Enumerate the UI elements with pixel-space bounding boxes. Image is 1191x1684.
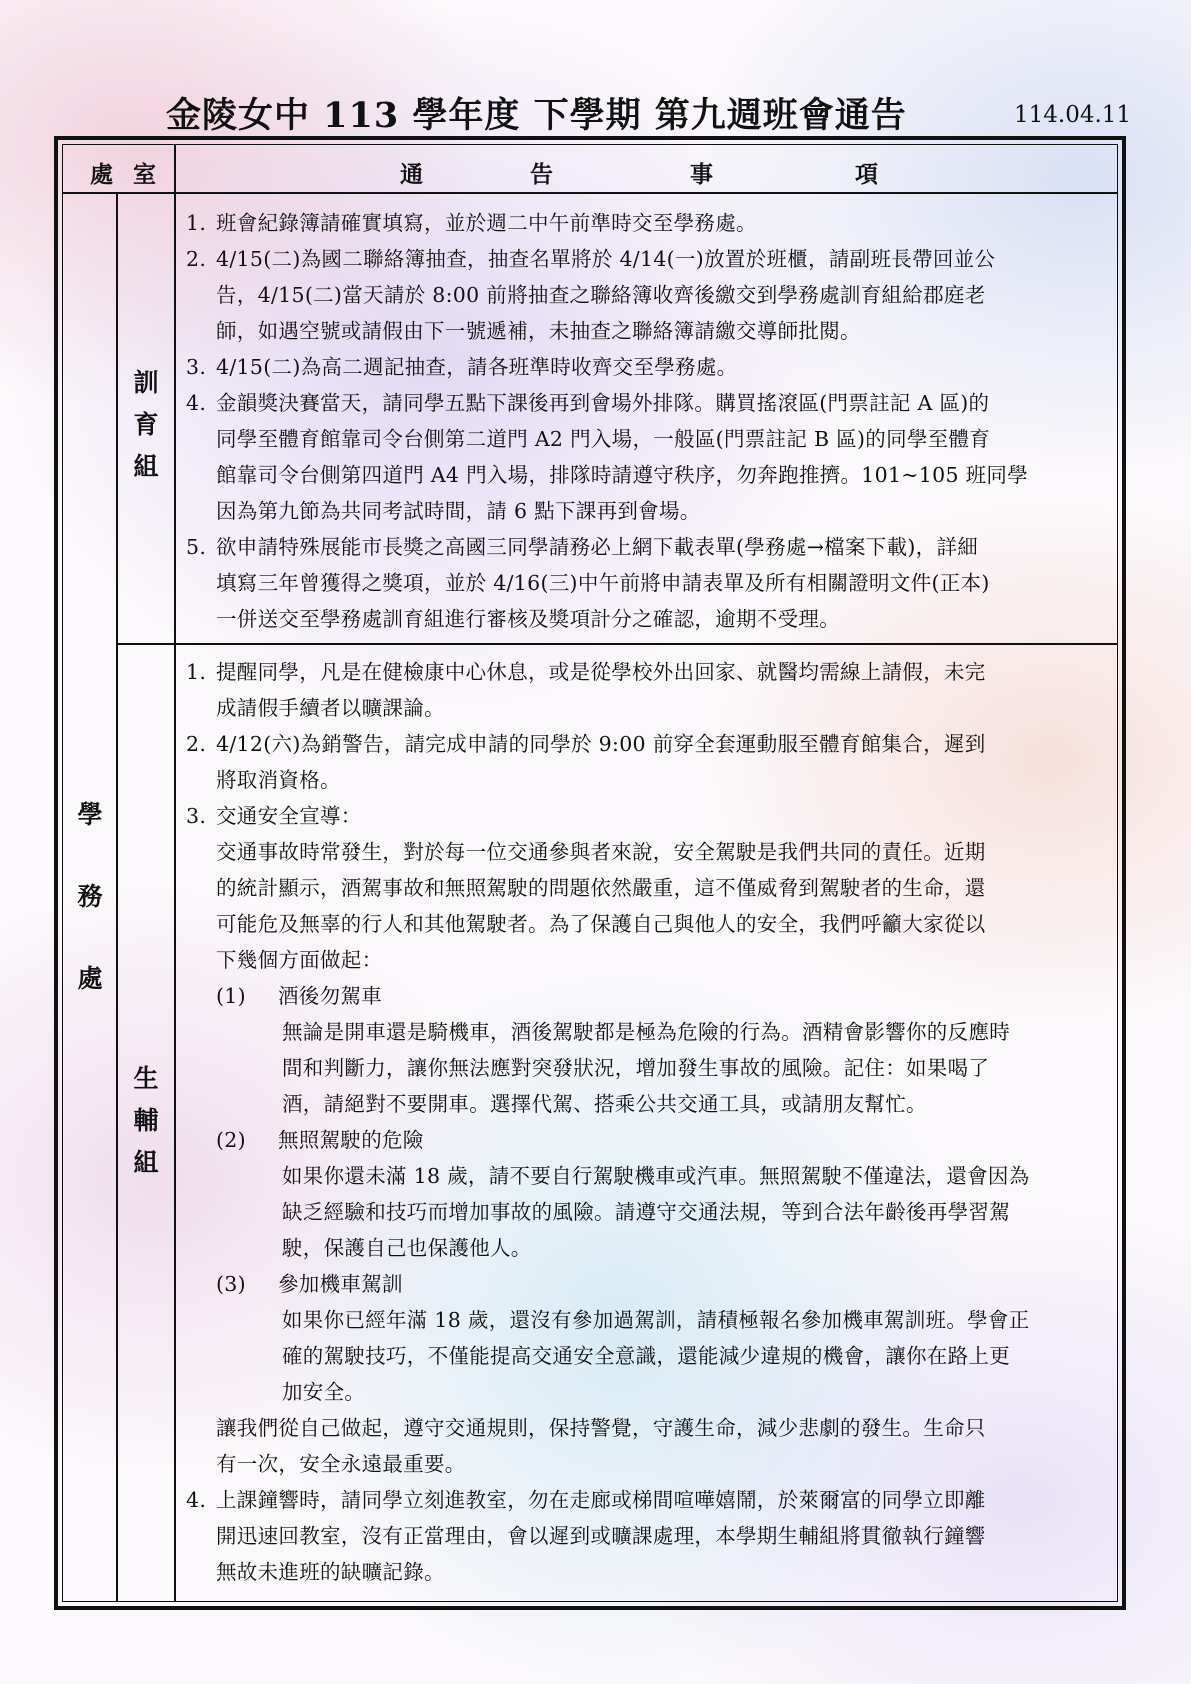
- traffic-point-title: 無照駕駛的危險: [278, 1128, 424, 1152]
- traffic-point-body: [216, 1158, 1116, 1266]
- text-line: 一併送交至學務處訓育組進行審核及獎項計分之確認，逾期不受理。: [216, 607, 840, 631]
- text-line: 交通安全宣導：: [216, 804, 362, 828]
- text-line: 交通事故時常發生，對於每一位交通參與者來說，安全駕駛是我們共同的責任。近期: [216, 840, 986, 864]
- text-line: 開迅速回教室，沒有正當理由，會以遲到或曠課處理，本學期生輔組將貫徹執行鐘響: [216, 1524, 986, 1548]
- text-line: 提醒同學，凡是在健檢康中心休息，或是從學校外出回家、就醫均需線上請假，未完: [216, 660, 986, 684]
- notice-item: [186, 654, 1116, 726]
- office-label: 學 務 處: [77, 800, 103, 993]
- text-line: 填寫三年曾獲得之獎項，並於 4/16(三)中午前將申請表單及所有相關證明文件(正本): [216, 571, 990, 595]
- text-line: 金韻獎決賽當天，請同學五點下課後再到會場外排隊。購買搖滾區(門票註記 A 區)的: [216, 391, 990, 415]
- notice-item: [186, 529, 1116, 637]
- traffic-point-title: 酒後勿駕車: [278, 984, 382, 1008]
- text-line: 可能危及無辜的行人和其他駕駛者。為了保護自己與他人的安全，我們呼籲大家從以: [216, 912, 986, 936]
- section-divider: [117, 643, 1118, 645]
- text-line: 如果你已經年滿 18 歲，還沒有參加過駕訓，請積極報名參加機車駕訓班。學會正: [282, 1308, 1030, 1332]
- notice-item: [186, 726, 1116, 798]
- item-number: 1.: [186, 211, 207, 235]
- header-divider: [62, 192, 1118, 194]
- guidance-section-content: [186, 654, 1116, 1590]
- text-line: 班會紀錄簿請確實填寫，並於週二中午前準時交至學務處。: [216, 211, 757, 235]
- item-number: 2.: [186, 732, 207, 756]
- traffic-intro: [186, 834, 1116, 978]
- notice-item: [186, 385, 1116, 529]
- text-line: 有一次，安全永遠最重要。: [216, 1452, 466, 1476]
- traffic-point: [186, 1122, 1116, 1266]
- text-line: 將取消資格。: [216, 768, 341, 792]
- traffic-point-heading: [216, 1266, 1116, 1302]
- training-section-content: [186, 205, 1116, 637]
- notice-item: [186, 349, 1116, 385]
- item-number: 4.: [186, 391, 207, 415]
- traffic-point-body: [216, 1014, 1116, 1122]
- text-line: 無論是開車還是騎機車，酒後駕駛都是極為危險的行為。酒精會影響你的反應時: [282, 1020, 1010, 1044]
- text-line: 欲申請特殊展能市長獎之高國三同學請務必上網下載表單(學務處→檔案下載)，詳細: [216, 535, 979, 559]
- notice-item: [186, 205, 1116, 241]
- text-line: 如果你還未滿 18 歲，請不要自行駕駛機車或汽車。無照駕駛不僅違法，還會因為: [282, 1164, 1030, 1188]
- text-line: 加安全。: [282, 1380, 366, 1404]
- text-line: 確的駕駛技巧，不僅能提高交通安全意識，還能減少違規的機會，讓你在路上更: [282, 1344, 1010, 1368]
- item-number: 5.: [186, 535, 207, 559]
- traffic-point-title: 參加機車駕訓: [278, 1272, 403, 1296]
- notice-item: [186, 241, 1116, 349]
- text-line: 同學至體育館靠司令台側第二道門 A2 門入場，一般區(門票註記 B 區)的同學至體育: [216, 427, 991, 451]
- traffic-closing: [186, 1410, 1116, 1482]
- text-line: 4/12(六)為銷警告，請完成申請的同學於 9:00 前穿全套運動服至體育館集合，遲到: [216, 732, 986, 756]
- section-label-guidance: 生 輔 組: [133, 1064, 159, 1177]
- office-column-divider: [174, 144, 176, 1602]
- text-line: 下幾個方面做起：: [216, 948, 383, 972]
- text-line: 上課鐘響時，請同學立刻進教室，勿在走廊或梯間喧嘩嬉鬧，於萊爾富的同學立即離: [216, 1488, 986, 1512]
- text-line: 成請假手續者以曠課論。: [216, 696, 445, 720]
- text-line: 酒，請絕對不要開車。選擇代駕、搭乘公共交通工具，或請朋友幫忙。: [282, 1092, 927, 1116]
- traffic-point: [186, 1266, 1116, 1410]
- text-line: 無故未進班的缺曠記錄。: [216, 1560, 445, 1584]
- traffic-point-number: (3): [216, 1272, 246, 1296]
- traffic-point-heading: [216, 1122, 1116, 1158]
- item-number: 1.: [186, 660, 207, 684]
- text-line: 師，如遇空號或請假由下一號遞補，未抽查之聯絡簿請繳交導師批閱。: [216, 319, 861, 343]
- page-title: 金陵女中 113 學年度 下學期 第九週班會通告: [166, 95, 907, 136]
- traffic-point-number: (2): [216, 1128, 246, 1152]
- text-line: 駛，保護自己也保護他人。: [282, 1236, 532, 1260]
- text-line: 讓我們從自己做起，遵守交通規則，保持警覺，守護生命，減少悲劇的發生。生命只: [216, 1416, 986, 1440]
- section-label-training: 訓 育 組: [133, 368, 159, 481]
- text-line: 4/15(二)為高二週記抽查，請各班準時收齊交至學務處。: [216, 355, 738, 379]
- column-header-office: 處 室: [90, 161, 163, 188]
- traffic-point-body: [216, 1302, 1116, 1410]
- notice-item: [186, 1482, 1116, 1590]
- text-line: 4/15(二)為國二聯絡簿抽查，抽查名單將於 4/14(一)放置於班櫃，請副班長帶回並公: [216, 247, 996, 271]
- item-number: 4.: [186, 1488, 207, 1512]
- notice-date: 114.04.11: [1014, 102, 1132, 128]
- notice-item: [186, 798, 1116, 834]
- text-line: 間和判斷力，讓你無法應對突發狀況，增加發生事故的風險。記住：如果喝了: [282, 1056, 990, 1080]
- text-line: 的統計顯示，酒駕事故和無照駕駛的問題依然嚴重，這不僅威脅到駕駛者的生命，還: [216, 876, 986, 900]
- traffic-point: [186, 978, 1116, 1122]
- text-line: 因為第九節為共同考試時間，請 6 點下課再到會場。: [216, 499, 701, 523]
- text-line: 館靠司令台側第四道門 A4 門入場，排隊時請遵守秩序，勿奔跑推擠。101~105 班同學: [216, 463, 1029, 487]
- traffic-point-heading: [216, 978, 1116, 1014]
- traffic-point-number: (1): [216, 984, 246, 1008]
- text-line: 告，4/15(二)當天請於 8:00 前將抽查之聯絡簿收齊後繳交到學務處訓育組給郡庭老: [216, 283, 986, 307]
- item-number: 2.: [186, 247, 207, 271]
- office-section-divider: [116, 193, 118, 1602]
- item-number: 3.: [186, 355, 207, 379]
- text-line: 缺乏經驗和技巧而增加事故的風險。請遵守交通法規，等到合法年齡後再學習駕: [282, 1200, 1010, 1224]
- item-number: 3.: [186, 804, 207, 828]
